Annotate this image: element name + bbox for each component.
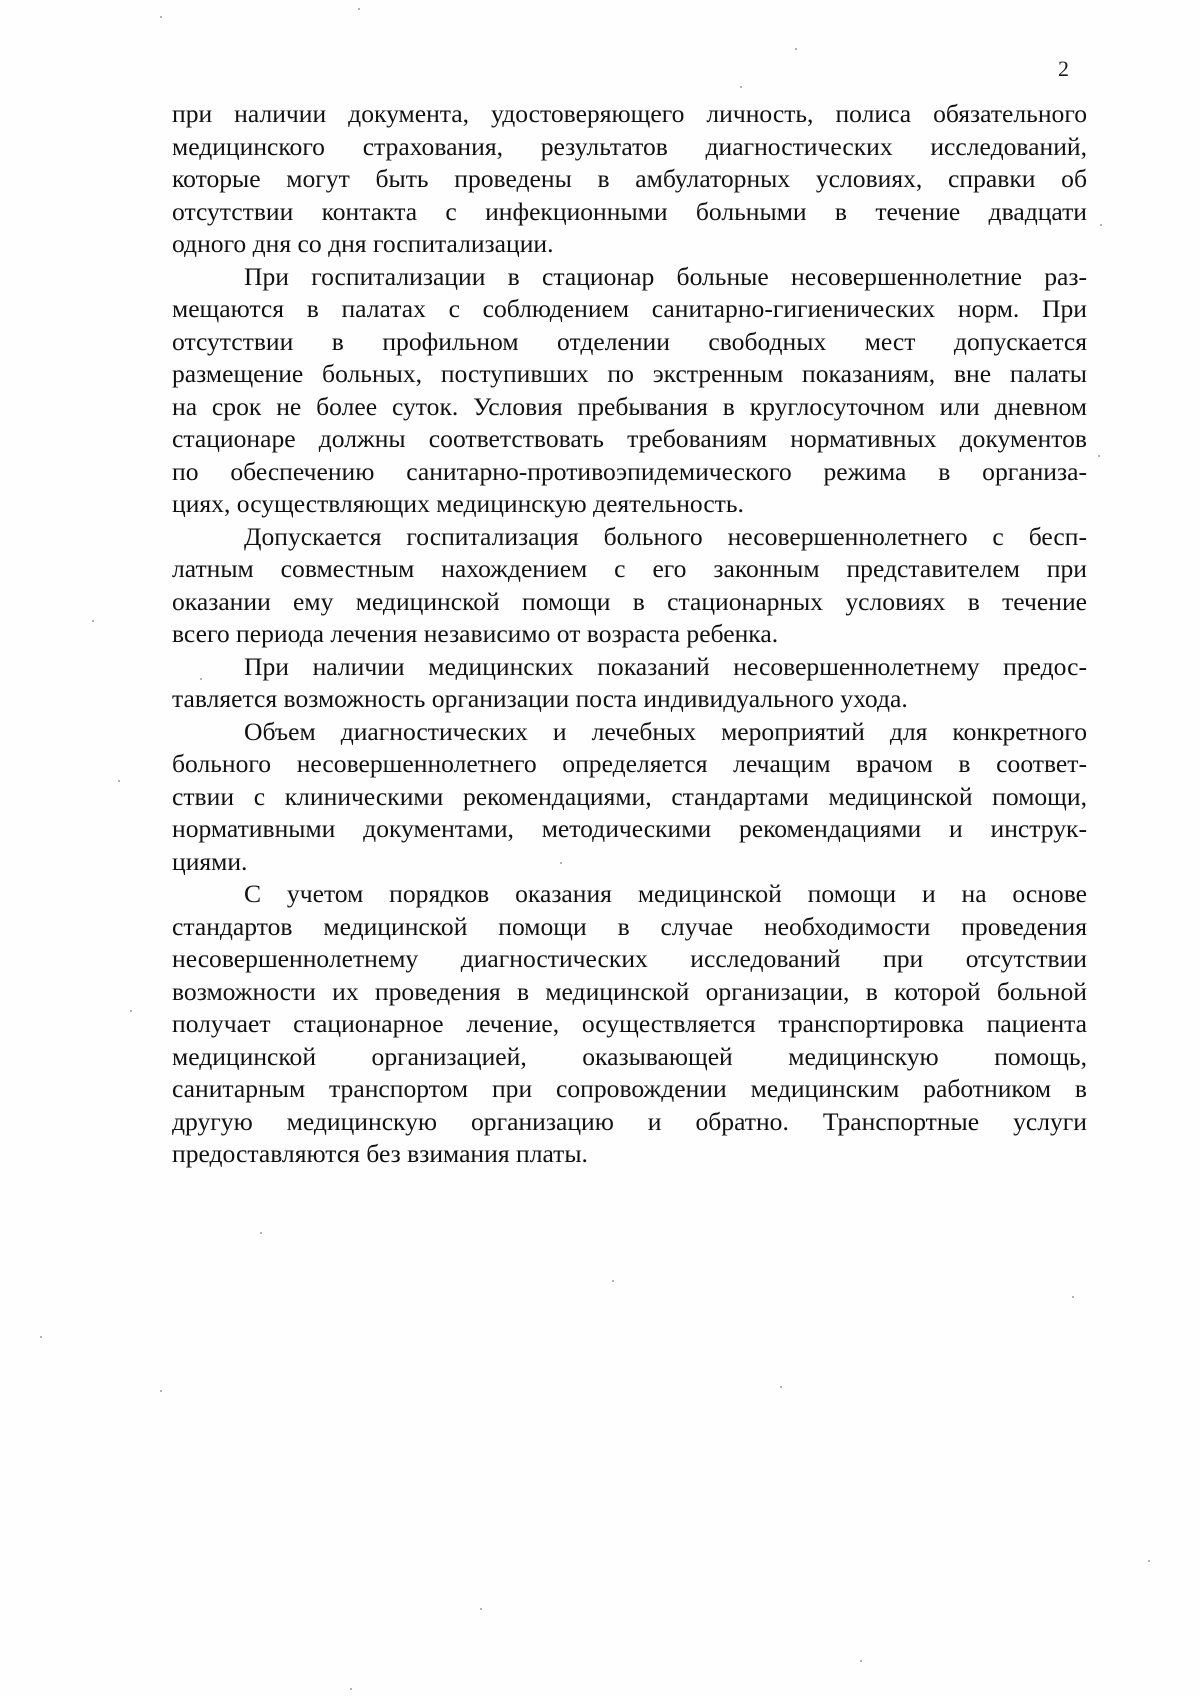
paragraph-6 [172, 878, 1087, 1171]
page-number: 2 [1058, 56, 1069, 81]
text-line: При наличии медицинских показаний несовершеннолетнему предос- [244, 651, 1087, 681]
text-line: медицинского страхования, результатов диагностических исследований, [172, 131, 1087, 161]
text-line: на срок не более суток. Условия пребывания в круглосуточном или дневном [172, 391, 1087, 421]
text-line: одного дня со дня госпитализации. [172, 229, 554, 258]
paragraph-4 [172, 651, 1087, 716]
text-line: отсутствии контакта с инфекционными больными в течение двадцати [172, 196, 1087, 226]
scan-speck [780, 1386, 782, 1388]
text-line: ствии с клиническими рекомендациями, стандартами медицинской помощи, [172, 781, 1087, 811]
text-line: стационаре должны соответствовать требованиям нормативных документов [172, 424, 1087, 453]
text-line: медицинской организацией, оказывающей медицинскую помощь, [172, 1041, 1087, 1071]
scan-speck [358, 8, 360, 10]
text-line: Объем диагностических и лечебных мероприятий для конкретного [244, 716, 1087, 746]
text-line: Допускается госпитализация больного несовершеннолетнего с бесп- [244, 521, 1087, 551]
text-line: мещаются в палатах с соблюдением санитарно-гигиенических норм. При [172, 294, 1087, 323]
scan-speck [560, 862, 562, 864]
text-line: предоставляются без взимания платы. [172, 1139, 588, 1168]
scan-speck [160, 1390, 162, 1392]
scan-speck [1100, 224, 1102, 226]
text-line: латным совместным нахождением с его законным представителем при [172, 554, 1087, 583]
text-line: по обеспечению санитарно-противоэпидемического режима в организа- [172, 456, 1087, 486]
scan-speck [612, 1280, 614, 1282]
paragraph-1 [172, 98, 1087, 261]
scan-speck [740, 86, 742, 88]
scan-speck [40, 1336, 42, 1338]
document-body [172, 98, 1087, 1171]
scan-speck [118, 780, 120, 782]
text-line: При госпитализации в стационар больные несовершеннолетние раз- [244, 261, 1087, 291]
scan-speck [1072, 1296, 1074, 1298]
scan-speck [200, 678, 202, 680]
text-line: оказании ему медицинской помощи в стационарных условиях в течение [172, 586, 1087, 616]
text-line: при наличии документа, удостоверяющего личность, полиса обязательного [172, 99, 1087, 128]
paragraph-5 [172, 716, 1087, 879]
text-line: размещение больных, поступивших по экстренным показаниям, вне палаты [172, 359, 1087, 388]
scan-speck [860, 1660, 862, 1662]
text-line: нормативными документами, методическими рекомендациями и инструк- [172, 814, 1087, 843]
text-line: несовершеннолетнему диагностических исследований при отсутствии [172, 944, 1087, 973]
text-line: стандартов медицинской помощи в случае необходимости проведения [172, 911, 1087, 941]
text-line: тавляется возможность организации поста индивидуального ухода. [172, 684, 908, 713]
text-line: отсутствии в профильном отделении свободных мест допускается [172, 326, 1087, 356]
scan-speck [480, 1608, 482, 1610]
text-line: циях, осуществляющих медицинскую деятельность. [172, 489, 744, 518]
text-line: циями. [172, 846, 248, 876]
paragraph-3 [172, 521, 1087, 651]
scan-speck [260, 1232, 262, 1234]
scan-speck [1148, 1560, 1150, 1562]
text-line: больного несовершеннолетнего определяется лечащим врачом в соответ- [172, 749, 1087, 778]
text-line: возможности их проведения в медицинской организации, в которой больной [172, 976, 1087, 1006]
text-line: всего периода лечения независимо от возраста ребенка. [172, 619, 779, 648]
scan-speck [350, 1688, 352, 1690]
paragraph-2 [172, 261, 1087, 521]
scan-speck [92, 620, 94, 622]
text-line: С учетом порядков оказания медицинской помощи и на основе [244, 879, 1087, 908]
text-line: получает стационарное лечение, осуществляется транспортировка пациента [172, 1009, 1087, 1038]
text-line: другую медицинскую организацию и обратно. Транспортные услуги [172, 1106, 1087, 1136]
text-line: которые могут быть проведены в амбулаторных условиях, справки об [172, 164, 1087, 193]
scan-speck [160, 16, 162, 18]
scan-speck [1098, 455, 1100, 457]
scan-speck [130, 1010, 132, 1012]
scan-speck [795, 48, 797, 50]
text-line: санитарным транспортом при сопровождении медицинским работником в [172, 1074, 1087, 1103]
